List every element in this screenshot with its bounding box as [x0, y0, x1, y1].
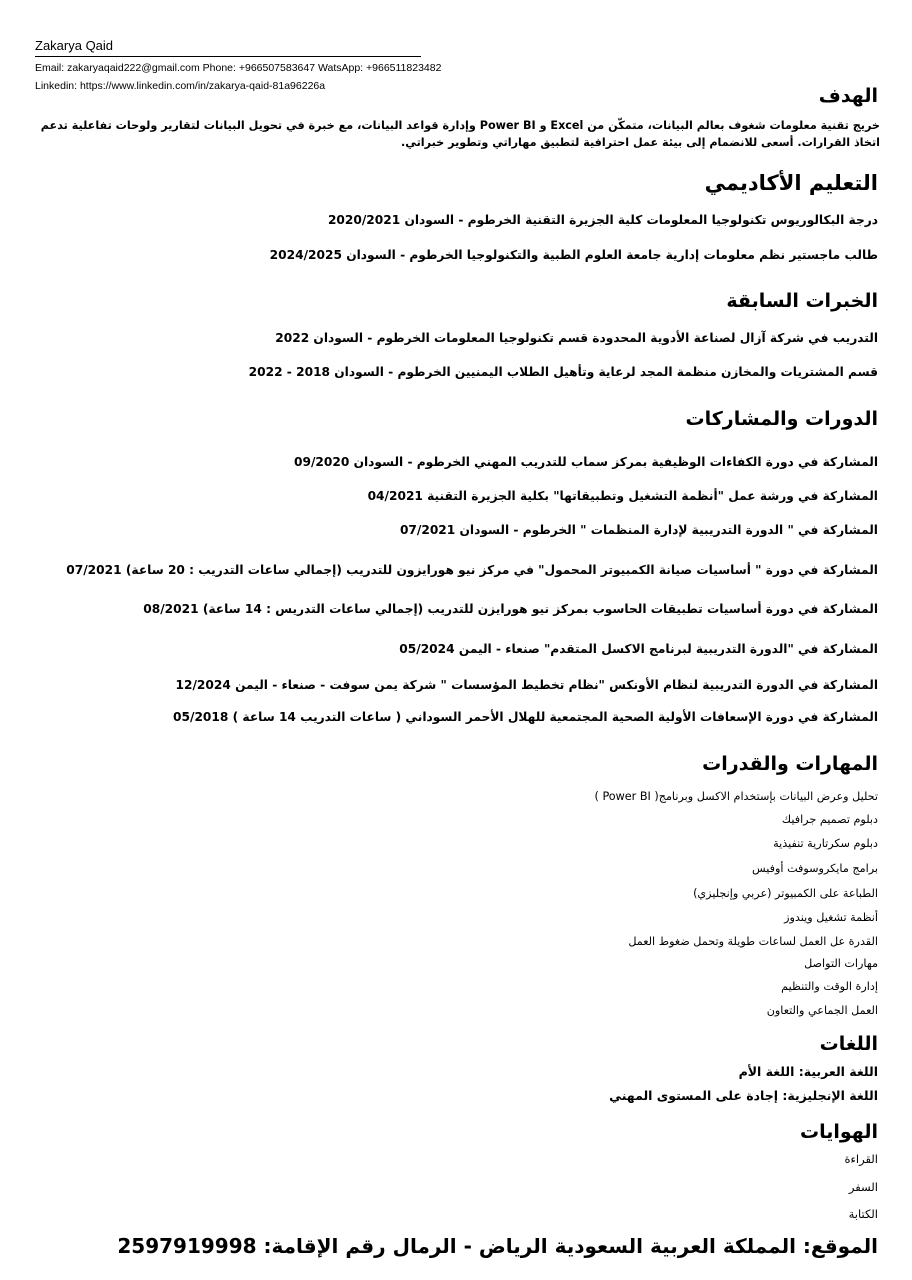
experience-heading: الخبرات السابقة [726, 290, 878, 312]
languages-heading: اللغات [819, 1033, 878, 1055]
course-item: المشاركة في الدورة التدريبية لنظام الأونكس "نظام تخطيط المؤسسات " شركة يمن سوفت - صنعاء - اليمن 12/2024 [175, 678, 878, 692]
skill-item: العمل الجماعي والتعاون [766, 1004, 878, 1017]
objective-text: خريج تقنية معلومات شغوف بعالم البيانات، متمكّن من Excel و Power BI وإدارة قواعد البيانات، مع خبرة في تحويل البيانات لتقارير ولوحات تفاعلية تدعم اتخاذ القرارات. أسعى للانضمام إلى بيئة عمل احترافية لتطبيق مهاراتي وتطوير خبراتي. [40, 119, 880, 149]
course-item: المشاركة في دورة أساسيات تطبيقات الحاسوب بمركز نيو هورايزن للتدريب (إجمالي ساعات التدريس : 14 ساعة) 08/2021 [143, 602, 878, 616]
course-item: المشاركة في "الدورة التدريبية لبرنامج الاكسل المتقدم" صنعاء - اليمن 05/2024 [399, 642, 878, 656]
course-item: المشاركة في " الدورة التدريبية لإدارة المنظمات " الخرطوم - السودان 07/2021 [399, 523, 878, 537]
candidate-name: Zakarya Qaid [35, 38, 114, 53]
language-item: اللغة الإنجليزية: إجادة على المستوى المهني [609, 1088, 878, 1103]
location-footer: الموقع: المملكة العربية السعودية الرياض - الرمال رقم الإقامة: 2597919998 [117, 1234, 878, 1258]
skill-item: أنظمة تشغيل ويندوز [784, 911, 878, 924]
skill-item: الطباعة على الكمبيوتر (عربي وإنجليزي) [693, 887, 878, 900]
course-item: المشاركة في دورة " أساسيات صيانة الكمبيوتر المحمول" في مركز نيو هورايزون للتدريب (إجمالي ساعات التدريب : 20 ساعة) 07/2021 [66, 563, 878, 577]
course-item: المشاركة في دورة الإسعافات الأولية الصحية المجتمعية للهلال الأحمر السوداني ( ساعات التدريب 14 ساعة ) 05/2018 [173, 710, 878, 724]
education-heading: التعليم الأكاديمي [704, 171, 878, 195]
courses-heading: الدورات والمشاركات [685, 408, 878, 430]
skill-item: مهارات التواصل [804, 957, 878, 970]
skill-item: برامج مايكروسوفت أوفيس [752, 862, 878, 875]
education-item: طالب ماجستير نظم معلومات إدارية جامعة العلوم الطبية والتكنولوجيا الخرطوم - السودان 2024/2025 [269, 248, 878, 262]
skill-item: إدارة الوقت والتنظيم [781, 980, 878, 993]
objective-heading: الهدف [818, 85, 878, 107]
linkedin-line: Linkedin: https://www.linkedin.com/in/zakarya-qaid-81a96226a [35, 80, 326, 92]
course-item: المشاركة في دورة الكفاءات الوظيفية بمركز سماب للتدريب المهني الخرطوم - السودان 09/2020 [293, 455, 878, 469]
education-item: درجة البكالوريوس تكنولوجيا المعلومات كلية الجزيرة التقنية الخرطوم - السودان 2020/2021 [327, 213, 878, 227]
skill-item: دبلوم تصميم جرافيك [781, 813, 878, 826]
hobbies-heading: الهوايات [800, 1121, 878, 1143]
hobby-item: الكتابة [848, 1207, 878, 1221]
skills-heading: المهارات والقدرات [702, 753, 878, 775]
skill-item: دبلوم سكرتارية تنفيذية [773, 837, 878, 850]
contact-line: Email: zakaryaqaid222@gmail.com Phone: +966507583647 WatsApp: +966511823482 [35, 62, 442, 74]
experience-item: قسم المشتريات والمخازن منظمة المجد لرعاية وتأهيل الطلاب اليمنيين الخرطوم - السودان 2018 - 2022 [248, 365, 878, 379]
course-item: المشاركة في ورشة عمل "أنظمة التشغيل وتطبيقاتها" بكلية الجزيرة التقنية 04/2021 [367, 489, 878, 503]
language-item: اللغة العربية: اللغة الأم [738, 1064, 878, 1079]
experience-item: التدريب في شركة آزال لصناعة الأدوية المحدودة قسم تكنولوجيا المعلومات الخرطوم - السودان 2022 [275, 331, 878, 345]
hobby-item: السفر [848, 1180, 878, 1194]
hobby-item: القراءة [844, 1152, 878, 1166]
skill-item: تحليل وعرض البيانات بإستخدام الاكسل وبرنامج( Power BI ) [594, 790, 878, 803]
skill-item: القدرة عل العمل لساعات طويلة وتحمل ضغوط العمل [628, 935, 878, 948]
header-divider [35, 56, 421, 57]
